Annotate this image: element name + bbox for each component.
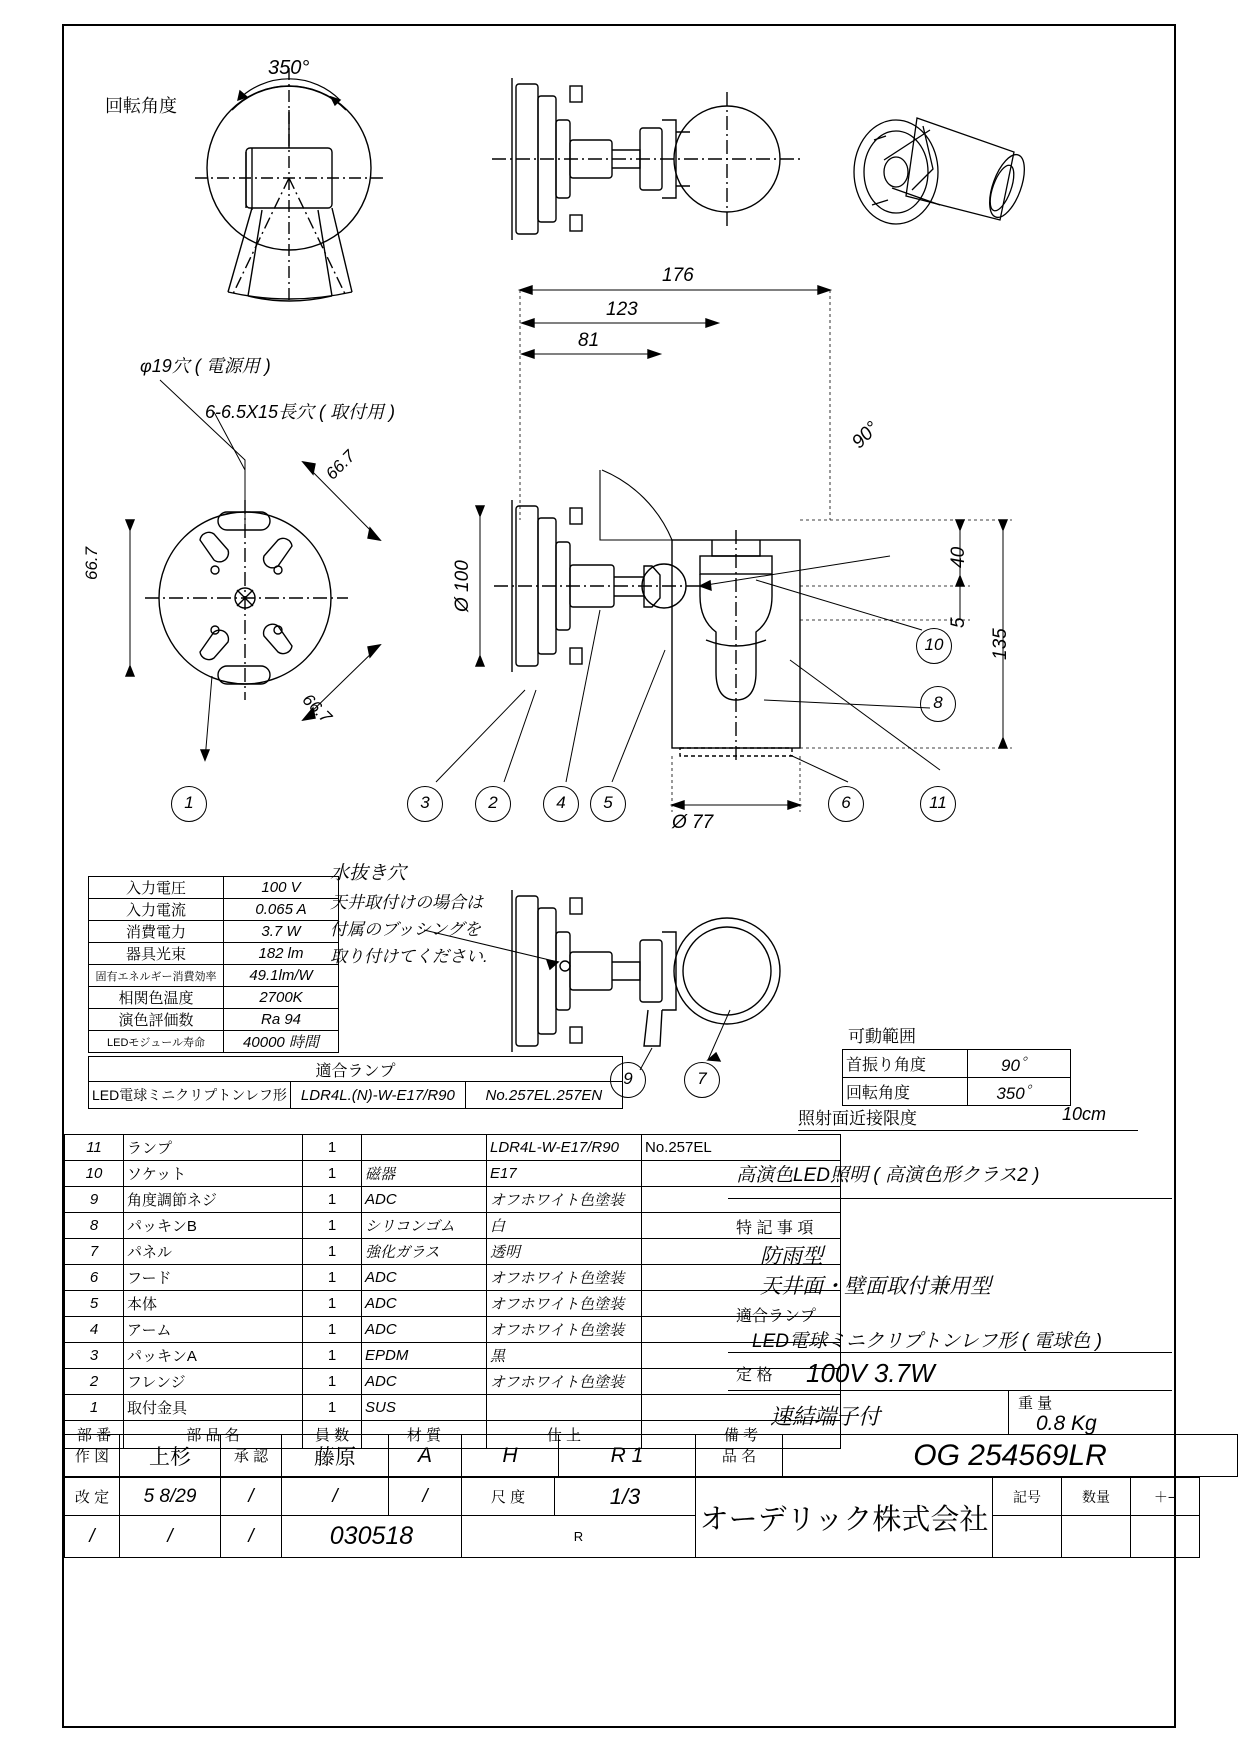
balloon-6: 6 (828, 786, 864, 822)
rating-value: 100V 3.7W (806, 1358, 935, 1388)
header-remarks: 備 考 (642, 1421, 841, 1449)
irradiation-underline (798, 1130, 1138, 1131)
lamp-box-col3: No.257EL.257EN (465, 1082, 622, 1109)
spec-value: 3.7 W (224, 921, 339, 943)
label-hole-power: φ19穴 ( 電源用 ) (140, 356, 271, 376)
dim-135: 135 (990, 628, 1011, 660)
revision-slash-4: / (65, 1516, 120, 1558)
lamp-box (88, 1056, 623, 1109)
revision-slash-6: / (221, 1516, 282, 1558)
parts-qty: 1 (303, 1265, 362, 1291)
parts-name: 本体 (124, 1291, 303, 1317)
dim-66-7-lower: 66.7 (298, 690, 336, 727)
parts-qty: 1 (303, 1187, 362, 1213)
balloon-5: 5 (590, 786, 626, 822)
parts-no: 5 (65, 1291, 124, 1317)
spec-row (89, 899, 339, 921)
approve-value: 藤原 (282, 1435, 389, 1477)
parts-material: ADC (362, 1369, 487, 1395)
spec-value: Ra 94 (224, 1009, 339, 1031)
parts-name: ソケット (124, 1161, 303, 1187)
parts-name: パッキンB (124, 1213, 303, 1239)
label-drain-note-2: 付属のブッシングを (330, 920, 482, 939)
table-row (65, 1395, 841, 1421)
parts-name: 角度調節ネジ (124, 1187, 303, 1213)
parts-table (64, 1134, 841, 1449)
revision-slash-5: / (120, 1516, 221, 1558)
parts-qty: 1 (303, 1135, 362, 1161)
lamp-box-col1: LED電球ミニクリプトンレフ形 (89, 1082, 291, 1109)
parts-finish: 透明 (487, 1239, 642, 1265)
revision-slash-1: / (221, 1478, 282, 1516)
spec-value: 182 lm (224, 943, 339, 965)
parts-no: 10 (65, 1161, 124, 1187)
parts-remarks (642, 1395, 841, 1421)
irradiation-value: 10cm (1062, 1104, 1107, 1124)
balloon-4: 4 (543, 786, 579, 822)
balloon-3: 3 (407, 786, 443, 822)
spec-label: 入力電圧 (89, 877, 224, 899)
parts-remarks (642, 1265, 841, 1291)
scale-value: 1/3 (555, 1478, 696, 1516)
dim-176: 176 (662, 265, 694, 286)
parts-material: ADC (362, 1291, 487, 1317)
spec-table (88, 876, 339, 1053)
range-box-title: 可動範囲 (848, 1027, 916, 1046)
parts-material: 磁器 (362, 1161, 487, 1187)
parts-material (362, 1135, 487, 1161)
table-row (65, 1187, 841, 1213)
special-note-1: 防雨型 (760, 1245, 823, 1268)
parts-finish: 白 (487, 1213, 642, 1239)
revision-value: 5 8/29 (120, 1478, 221, 1516)
parts-finish: オフホワイト色塗装 (487, 1317, 642, 1343)
tb-blank-2 (1062, 1516, 1131, 1558)
table-row (65, 1135, 841, 1161)
rev-r1: R 1 (559, 1435, 696, 1477)
parts-remarks (642, 1343, 841, 1369)
spec-value: 49.1lm/W (224, 965, 339, 987)
parts-remarks (642, 1213, 841, 1239)
parts-name: ランプ (124, 1135, 303, 1161)
parts-name: 取付金具 (124, 1395, 303, 1421)
parts-finish: オフホワイト色塗装 (487, 1187, 642, 1213)
parts-material: ADC (362, 1187, 487, 1213)
draw-label: 作 図 (65, 1435, 120, 1477)
parts-qty: 1 (303, 1291, 362, 1317)
header-finish: 仕 上 (487, 1421, 642, 1449)
lamp-note-value: LED電球ミニクリプトンレフ形 ( 電球色 ) (752, 1331, 1102, 1352)
spec-value: 40000 時間 (224, 1031, 339, 1053)
parts-material: シリコンゴム (362, 1213, 487, 1239)
parts-qty: 1 (303, 1343, 362, 1369)
terminal-note: 速結端子付 (770, 1404, 881, 1429)
range-row-value-1: 350゜ (968, 1078, 1071, 1106)
parts-remarks (642, 1239, 841, 1265)
approve-label: 承 認 (221, 1435, 282, 1477)
revision-label: 改 定 (65, 1478, 120, 1516)
range-row-value-0: 90゜ (968, 1050, 1071, 1078)
label-drain-note-3: 取り付けてください. (330, 947, 488, 966)
range-box (842, 1022, 1071, 1106)
parts-qty: 1 (303, 1369, 362, 1395)
title-block (64, 1434, 1238, 1558)
parts-finish (487, 1395, 642, 1421)
spec-label: 消費電力 (89, 921, 224, 943)
parts-material: EPDM (362, 1343, 487, 1369)
parts-no: 3 (65, 1343, 124, 1369)
spec-label: 固有エネルギー消費効率 (89, 965, 224, 987)
spec-row (89, 965, 339, 987)
parts-remarks (642, 1291, 841, 1317)
rev-h: H (462, 1435, 559, 1477)
led-class-note: 高演色LED照明 ( 高演色形クラス2 ) (736, 1165, 1040, 1186)
parts-name: フード (124, 1265, 303, 1291)
parts-remarks (642, 1161, 841, 1187)
range-row-label-1: 回転角度 (843, 1078, 968, 1106)
mark-label: 記号 (993, 1478, 1062, 1516)
product-label: 品 名 (696, 1435, 783, 1477)
spec-label: 相関色温度 (89, 987, 224, 1009)
table-row (65, 1369, 841, 1395)
parts-no: 2 (65, 1369, 124, 1395)
spec-row (89, 943, 339, 965)
spec-row (89, 987, 339, 1009)
dim-66-7-left: 66.7 (82, 546, 101, 580)
parts-qty: 1 (303, 1395, 362, 1421)
spec-row (89, 1009, 339, 1031)
tb-blank-1 (993, 1516, 1062, 1558)
dim-dia-77: Ø 77 (672, 812, 714, 833)
parts-finish: オフホワイト色塗装 (487, 1291, 642, 1317)
spec-label: LEDモジュール寿命 (89, 1031, 224, 1053)
dim-66-7-upper: 66.7 (322, 446, 359, 484)
parts-no: 4 (65, 1317, 124, 1343)
parts-name: パッキンA (124, 1343, 303, 1369)
spec-row (89, 1031, 339, 1053)
parts-no: 7 (65, 1239, 124, 1265)
weight-label: 重 量 (1018, 1395, 1053, 1412)
lamp-box-title: 適合ランプ (89, 1057, 623, 1082)
header-qty: 員 数 (303, 1421, 362, 1449)
header-name: 部 品 名 (124, 1421, 303, 1449)
dim-81: 81 (578, 330, 600, 351)
dim-5: 5 (948, 617, 969, 628)
dim-dia-100: Ø 100 (452, 560, 473, 612)
spec-value: 0.065 A (224, 899, 339, 921)
balloon-2: 2 (475, 786, 511, 822)
rev-a: A (389, 1435, 462, 1477)
parts-qty: 1 (303, 1213, 362, 1239)
irradiation-label: 照射面近接限度 (798, 1109, 917, 1128)
balloon-7: 7 (684, 1062, 720, 1098)
scale-label: 尺 度 (462, 1478, 555, 1516)
table-row (65, 1239, 841, 1265)
label-hole-mount: 6-6.5X15長穴 ( 取付用 ) (205, 402, 396, 422)
parts-no: 11 (65, 1135, 124, 1161)
table-row (65, 1291, 841, 1317)
table-row (65, 1265, 841, 1291)
draw-value: 上杉 (120, 1435, 221, 1477)
revision-slash-2: / (282, 1478, 389, 1516)
divider-right-5 (1008, 1390, 1009, 1434)
parts-finish: オフホワイト色塗装 (487, 1265, 642, 1291)
balloon-9: 9 (610, 1062, 646, 1098)
balloon-8: 8 (920, 686, 956, 722)
parts-material: 強化ガラス (362, 1239, 487, 1265)
label-rotation-value: 350° (268, 57, 310, 79)
parts-qty: 1 (303, 1239, 362, 1265)
header-material: 材 質 (362, 1421, 487, 1449)
parts-remarks (642, 1369, 841, 1395)
label-rotation-angle: 回転角度 (105, 96, 177, 116)
parts-no: 6 (65, 1265, 124, 1291)
lamp-note-title: 適合ランプ (736, 1308, 817, 1325)
spec-label: 演色評価数 (89, 1009, 224, 1031)
drawing-number-suffix: R (462, 1516, 696, 1558)
balloon-10: 10 (916, 628, 952, 664)
parts-name: フレンジ (124, 1369, 303, 1395)
parts-finish: オフホワイト色塗装 (487, 1369, 642, 1395)
parts-finish: LDR4L-W-E17/R90 (487, 1135, 642, 1161)
parts-no: 8 (65, 1213, 124, 1239)
parts-finish: 黒 (487, 1343, 642, 1369)
special-notes-title: 特 記 事 項 (736, 1220, 814, 1237)
qty-label: 数量 (1062, 1478, 1131, 1516)
label-drain-note-1: 天井取付けの場合は (330, 893, 483, 912)
parts-material: ADC (362, 1265, 487, 1291)
parts-remarks: No.257EL (642, 1135, 841, 1161)
dim-angle-90: 90° (848, 417, 884, 453)
table-row (65, 1161, 841, 1187)
parts-name: パネル (124, 1239, 303, 1265)
weight-value: 0.8 Kg (1036, 1412, 1097, 1435)
spec-label: 器具光束 (89, 943, 224, 965)
spec-row (89, 877, 339, 899)
dim-40: 40 (948, 546, 969, 568)
balloon-1: 1 (171, 786, 207, 822)
spec-row (89, 921, 339, 943)
parts-remarks (642, 1317, 841, 1343)
product-value: OG 254569LR (783, 1435, 1238, 1477)
table-row (65, 1213, 841, 1239)
tb-blank-3 (1131, 1516, 1200, 1558)
pm-label: ＋− (1131, 1478, 1200, 1516)
dim-123: 123 (606, 299, 638, 320)
rating-label: 定 格 (736, 1367, 773, 1384)
balloon-11: 11 (920, 786, 956, 822)
revision-slash-3: / (389, 1478, 462, 1516)
parts-material: ADC (362, 1317, 487, 1343)
parts-no: 1 (65, 1395, 124, 1421)
parts-remarks (642, 1187, 841, 1213)
label-drain-hole: 水抜き穴 (330, 863, 407, 884)
parts-finish: E17 (487, 1161, 642, 1187)
parts-qty: 1 (303, 1161, 362, 1187)
parts-name: アーム (124, 1317, 303, 1343)
spec-label: 入力電流 (89, 899, 224, 921)
special-note-2: 天井面・壁面取付兼用型 (760, 1275, 991, 1298)
header-no: 部 番 (65, 1421, 124, 1449)
parts-no: 9 (65, 1187, 124, 1213)
parts-material: SUS (362, 1395, 487, 1421)
lamp-box-col2: LDR4L.(N)-W-E17/R90 (290, 1082, 465, 1109)
table-row (65, 1343, 841, 1369)
spec-value: 2700K (224, 987, 339, 1009)
table-row (65, 1317, 841, 1343)
spec-value: 100 V (224, 877, 339, 899)
range-row-label-0: 首振り角度 (843, 1050, 968, 1078)
drawing-number: 030518 (282, 1516, 462, 1558)
parts-qty: 1 (303, 1317, 362, 1343)
company-name: オーデリック株式会社 (696, 1478, 993, 1558)
